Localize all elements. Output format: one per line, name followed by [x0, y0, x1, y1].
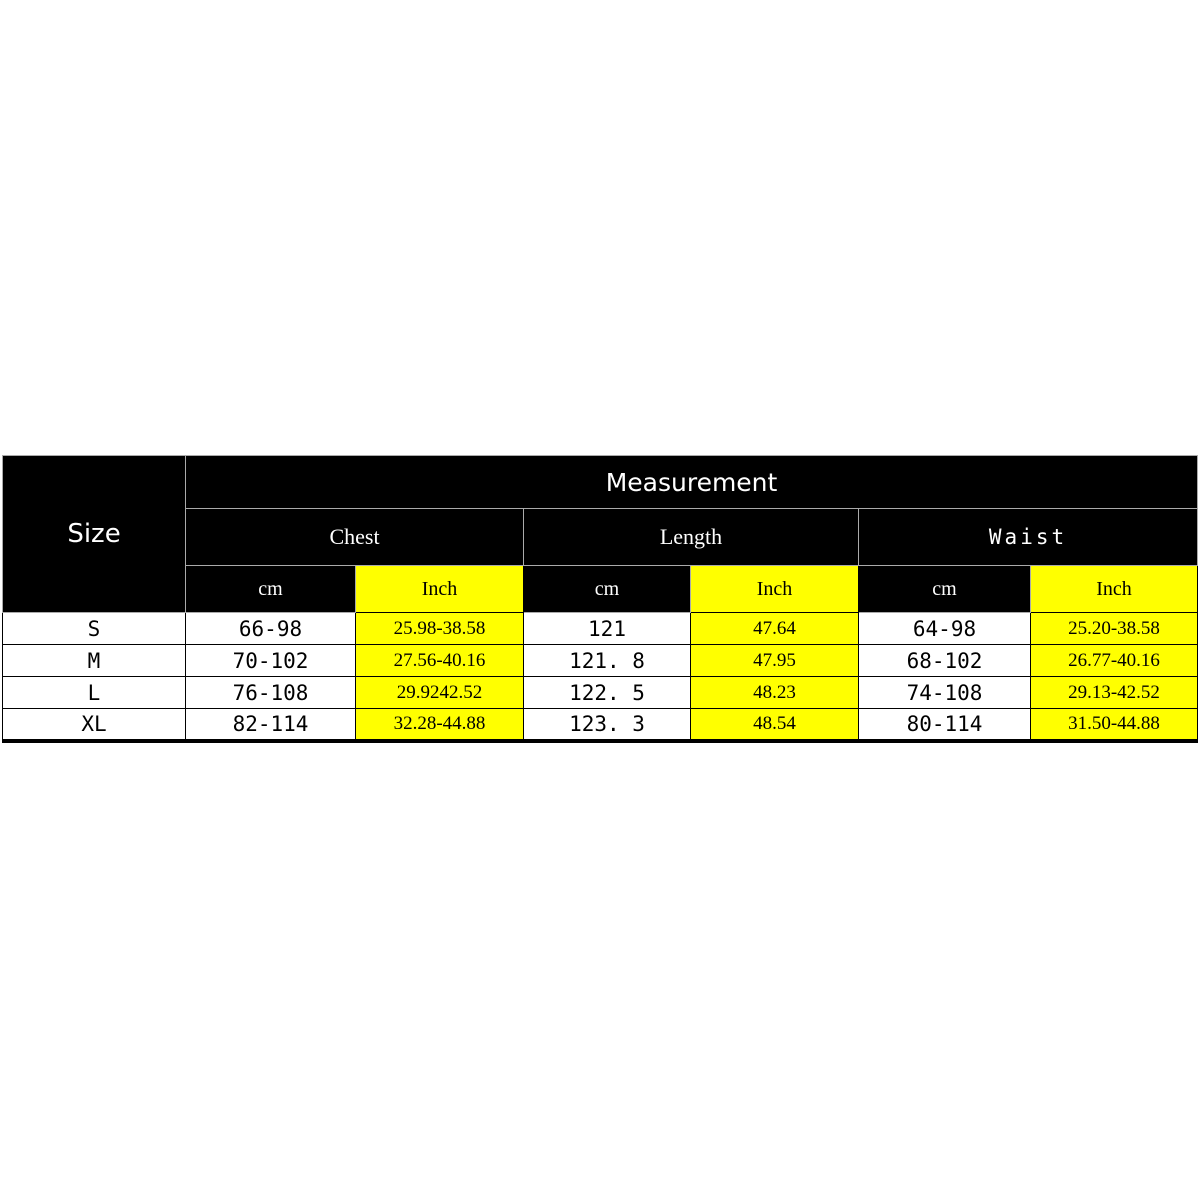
chest-cm-value: 76-108: [186, 677, 356, 709]
length-inch-value: 48.23: [691, 677, 859, 709]
length-inch-value: 48.54: [691, 709, 859, 741]
unit-header-length-cm: cm: [524, 566, 691, 613]
table-row-l: [3, 677, 1198, 709]
table-row-s: [3, 613, 1198, 645]
unit-header-waist-inch: Inch: [1031, 566, 1198, 613]
size-label: L: [3, 677, 186, 709]
chest-inch-value: 25.98-38.58: [356, 613, 524, 645]
unit-header-chest-cm: cm: [186, 566, 356, 613]
size-label: M: [3, 645, 186, 677]
waist-cm-value: 64-98: [859, 613, 1031, 645]
length-cm-value: 122. 5: [524, 677, 691, 709]
waist-inch-value: 29.13-42.52: [1031, 677, 1198, 709]
chest-inch-value: 29.9242.52: [356, 677, 524, 709]
table-row-xl: [3, 709, 1198, 741]
size-label: S: [3, 613, 186, 645]
size-chart-table: [2, 455, 1198, 743]
size-label: XL: [3, 709, 186, 741]
waist-cm-value: 80-114: [859, 709, 1031, 741]
chest-cm-value: 82-114: [186, 709, 356, 741]
chest-inch-value: 32.28-44.88: [356, 709, 524, 741]
chest-cm-value: 66-98: [186, 613, 356, 645]
length-cm-value: 121. 8: [524, 645, 691, 677]
length-inch-value: 47.95: [691, 645, 859, 677]
group-header-length: Length: [524, 509, 859, 566]
chest-inch-value: 27.56-40.16: [356, 645, 524, 677]
length-inch-value: 47.64: [691, 613, 859, 645]
waist-inch-value: 26.77-40.16: [1031, 645, 1198, 677]
table-row-m: [3, 645, 1198, 677]
group-header-chest: Chest: [186, 509, 524, 566]
length-cm-value: 121: [524, 613, 691, 645]
size-column-header: Size: [3, 456, 186, 613]
waist-cm-value: 68-102: [859, 645, 1031, 677]
length-cm-value: 123. 3: [524, 709, 691, 741]
unit-header-waist-cm: cm: [859, 566, 1031, 613]
measurement-header: Measurement: [186, 456, 1198, 509]
unit-header-length-inch: Inch: [691, 566, 859, 613]
group-header-waist: Waist: [859, 509, 1198, 566]
waist-inch-value: 25.20-38.58: [1031, 613, 1198, 645]
chest-cm-value: 70-102: [186, 645, 356, 677]
unit-header-chest-inch: Inch: [356, 566, 524, 613]
waist-inch-value: 31.50-44.88: [1031, 709, 1198, 741]
waist-cm-value: 74-108: [859, 677, 1031, 709]
